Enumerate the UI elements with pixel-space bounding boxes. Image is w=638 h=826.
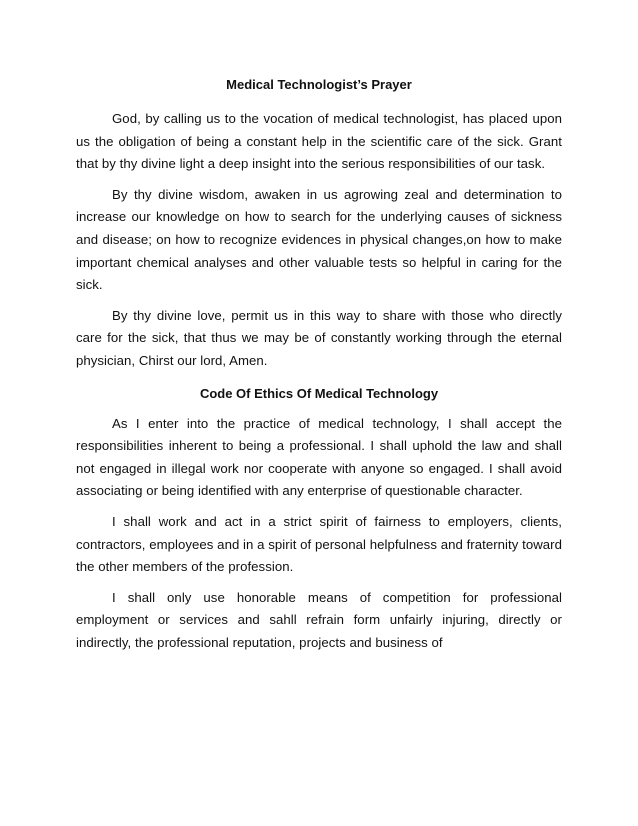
code-paragraph-2: I shall work and act in a strict spirit of fairness to employers, clients, contractors, employees and in a spirit of personal helpfulness and fraternity toward the other members of the profession. xyxy=(76,513,562,575)
prayer-paragraph-3: By thy divine love, permit us in this way to share with those who directly care for the sick, that thus we may be of constantly working through the eternal physician, Chirst our lord, Amen. xyxy=(76,307,562,368)
code-of-ethics-title: Code Of Ethics Of Medical Technology xyxy=(199,385,439,401)
code-paragraph-1: As I enter into the practice of medical technology, I shall accept the responsibilities inherent to being a professional. I shall uphold the law and shall not engaged in illegal work nor cooperate with anyone so engaged. I shall avoid associating or being identified with any enterprise of questionable character. xyxy=(76,415,562,499)
prayer-paragraph-1: God, by calling us to the vocation of medical technologist, has placed upon us the obligation of being a constant help in the scientific care of the sick. Grant that by thy divine light a deep insight into the serious responsibilities of our task. xyxy=(76,111,562,172)
prayer-title: Medical Technologist’s Prayer xyxy=(226,77,412,92)
document-body xyxy=(76,72,562,662)
code-paragraph-3: I shall only use honorable means of competition for professional employment or services and sahll refrain form unfairly injuring, directly or indirectly, the professional reputation, projects and business of xyxy=(76,589,562,650)
prayer-paragraph-2: By thy divine wisdom, awaken in us agrowing zeal and determination to increase our knowledge on how to search for the underlying causes of sickness and disease; on how to recognize evidences in physical changes,on how to make important chemical analyses and other valuable tests so helpful in caring for the sick. xyxy=(76,186,562,293)
